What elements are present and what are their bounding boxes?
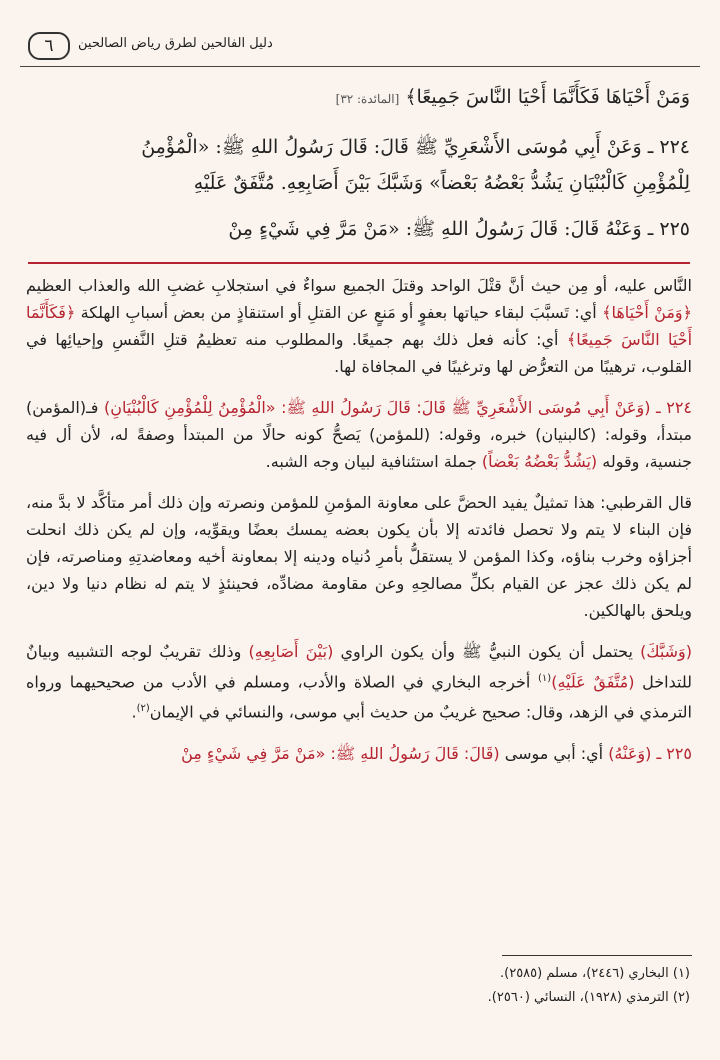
commentary-paragraph-1 xyxy=(26,272,692,380)
footnote-1: (١) البخاري (٢٤٤٦)، مسلم (٢٥٨٥). xyxy=(500,966,690,981)
quoted-phrase: (قَالَ: قَالَ رَسُولُ اللهِ ﷺ: «مَنْ مَرَّ فِي شَيْءٍ مِنْ xyxy=(181,743,500,763)
footnotes xyxy=(30,962,690,1010)
quoted-phrase: (بَيْنَ أَصَابِعِهِ) xyxy=(248,642,334,661)
quoted-phrase: (مُتَّفَقٌ عَلَيْهِ) xyxy=(551,672,635,692)
footnote-marker[interactable]: (٢) xyxy=(136,703,150,715)
footnote-marker[interactable]: (١) xyxy=(538,673,552,684)
commentary-text: جملة استئنافية لبيان وجه الشبه. xyxy=(265,452,477,471)
footnote-divider xyxy=(502,955,692,956)
hadith-heading: ٢٢٤ ـ (وَعَنْ أَبِي مُوسَى الأَشْعَرِيِّ ﷺ قَالَ: قَالَ رَسُولُ اللهِ ﷺ: «الْمُؤْمِنُ لِلْمُؤْمِنِ كَالْبُنْيَانِ) xyxy=(103,398,692,417)
hadith-225-line-1: ٢٢٥ ـ وَعَنْهُ قَالَ: قَالَ رَسُولُ اللهِ ﷺ: «مَنْ مَرَّ فِي شَيْءٍ مِنْ xyxy=(228,218,690,240)
commentary-paragraph-4: (وَشَبَّكَ) يحتمل أن يكون النبيُّ ﷺ وأن يكون الراوي (بَيْنَ أَصَابِعِهِ) وذلك تقريبٌ لوجه التشبيه وبيانٌ للتداخل (مُتَّفَقٌ عَلَيْهِ)$^{(١)}$ أخرجه البخاري في الصلاة والأدب، ومسلم في الأدب من صحيحيهما ورواه الترمذي في الزهد، وقال: صحيح غريبٌ من حديث أبي موسى، والنسائي في الإيمان$^{(٢)}$. xyxy=(26,642,693,722)
quoted-phrase: (يَشُدُّ بَعْضُهُ بَعْضاً) xyxy=(481,452,598,471)
footnote-2: (٢) الترمذي (١٩٢٨)، النسائي (٢٥٦٠). xyxy=(487,990,690,1005)
verse-line xyxy=(336,80,690,116)
hadith-224-line-1: ٢٢٤ ـ وَعَنْ أَبِي مُوسَى الأَشْعَرِيِّ ﷺ قَالَ: قَالَ رَسُولُ اللهِ ﷺ: «الْمُؤْمِنُ xyxy=(141,136,690,158)
quoted-phrase: ﴿وَمَنْ أَحْيَاهَا﴾ xyxy=(602,303,693,322)
quoted-phrase: (وَشَبَّكَ) xyxy=(640,642,693,661)
commentary-text: يحتمل أن يكون النبيُّ ﷺ وأن يكون الراوي xyxy=(340,642,633,661)
hadith-224-line-2: لِلْمُؤْمِنِ كَالْبُنْيَانِ يَشُدُّ بَعْضُهُ بَعْضاً» وَشَبَّكَ بَيْنَ أَصَابِعِهِ. مُتَّفَقٌ عَلَيْهِ xyxy=(193,172,690,194)
commentary-text: النَّاس عليه، أو مِن حيث أنَّ قتْلَ الواحد وقتلَ الجميع سواءٌ في استجلابِ غضبِ الله والعذاب العظيم xyxy=(26,276,692,295)
running-title: دليل الفالحين لطرق رياض الصالحين xyxy=(78,36,273,51)
commentary-text: أي: تَسبَّبَ لبقاء حياتها بعفوٍ أو مَنعٍ عن القتلِ أو استنقاذٍ من بعض أسبابِ الهلكة xyxy=(80,303,597,322)
commentary-text: أي: كأنه فعل ذلك بهم جميعًا. والمطلوب منه تعظيمُ قتلِ النَّفسِ وإحيائِها في القلوب، ترهيبًا من التعرُّض لها وترغيبًا في المجافاة لها. xyxy=(26,330,692,376)
commentary-text: أخرجه البخاري في الصلاة والأدب، ومسلم في الأدب من صحيحيهما ورواه الترمذي في الزهد، وقال: صحيح غريبٌ من حديث أبي موسى، والنسائي في الإيمان xyxy=(26,672,692,722)
commentary-paragraph-5 xyxy=(26,740,692,767)
verse-text: وَمَنْ أَحْيَاهَا فَكَأَنَّمَا أَحْيَا النَّاسَ جَمِيعًا﴾ xyxy=(405,86,690,108)
page-number: ٦ xyxy=(28,32,70,60)
commentary xyxy=(26,272,692,773)
quoted-phrase: ﴿فَكَأَنَّمَا أَحْيَا النَّاسَ جَمِيعًا﴾ xyxy=(26,303,693,349)
commentary-paragraph-3: قال القرطبي: هذا تمثيلٌ يفيد الحضَّ على معاونة المؤمنِ للمؤمن ونصرته وإن ذلك أمر متأكَّد لا بدَّ منه، فإن البناء لا يتم ولا تحصل فائدته إلا بأن يكون بعضه يمسك بعضًا ويقوِّيه، وإن لم يكن ذلك انحلت أجزاؤه وخرب بناؤه، وكذا المؤمن لا يستقلُّ بأمرِ دُنياه ودينه إلا بمعاونة أخيه ومعاضدتِهِ ومناصرته، فإن لم يكن ذلك عجز عن القيام بكلِّ مصالحِهِ وعن مقاومة مضادِّه، فحينئذٍ لا يتم له نظام دنيا ولا دين، ويلحق بالهالكين. xyxy=(26,493,692,620)
section-divider xyxy=(28,262,690,264)
commentary-paragraph-2 xyxy=(26,394,692,475)
hadith-heading: ٢٢٥ ـ (وَعَنْهُ) xyxy=(608,743,692,763)
commentary-text: أي: أبي موسى xyxy=(504,743,604,763)
page-header xyxy=(20,30,700,67)
commentary-text: فـ(المؤمن) مبتدأ، وقوله: (كالبنيان) خبره، وقوله: (للمؤمن) يَصحُّ كونه حالًا من المبتدأ وصفةً له، لأن أل فيه جنسية، وقوله xyxy=(26,398,692,471)
commentary-text: وذلك تقريبٌ لوجه التشبيه وبيانٌ للتداخل xyxy=(26,642,693,692)
verse-reference: [المائدة: ٣٢] xyxy=(335,92,400,106)
